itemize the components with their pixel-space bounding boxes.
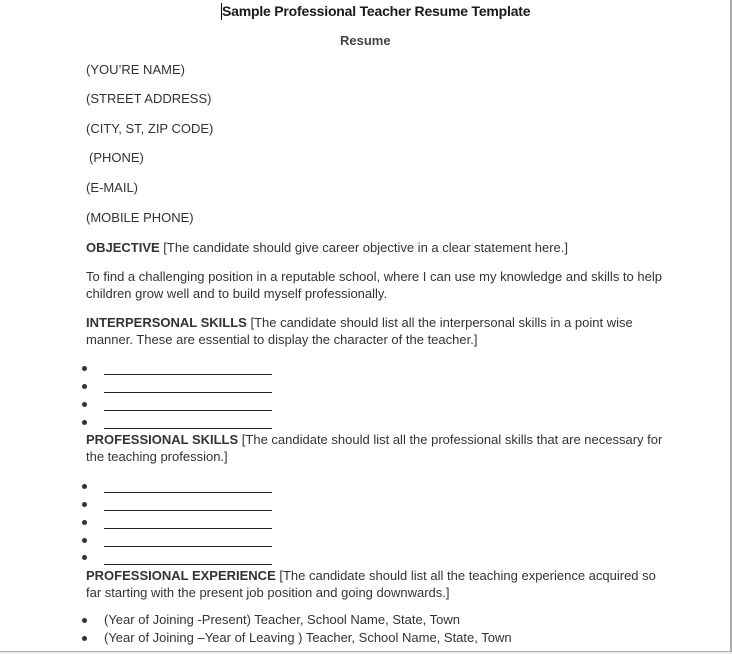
blank-line-field[interactable] (104, 392, 272, 393)
blank-line-field[interactable] (104, 546, 272, 547)
experience-item[interactable]: (Year of Joining –Year of Leaving ) Teacher, School Name, State, Town (104, 630, 512, 645)
document-subtitle[interactable]: Resume (340, 33, 391, 48)
objective-instruction: [The candidate should give career objective in a clear statement here.] (159, 240, 568, 255)
bullet-icon (82, 502, 87, 507)
bullet-icon (82, 384, 87, 389)
objective-heading: OBJECTIVE (86, 240, 160, 255)
professional-experience-heading: PROFESSIONAL EXPERIENCE (86, 568, 276, 583)
objective-body[interactable]: To find a challenging position in a reputable school, where I can use my knowledge and skills to help children grow well and to build myself professionally. (86, 269, 662, 301)
contact-mobile-phone[interactable]: (MOBILE PHONE) (86, 210, 194, 225)
blank-line-field[interactable] (104, 492, 272, 493)
blank-line-field[interactable] (104, 410, 272, 411)
bullet-icon (82, 402, 87, 407)
bullet-icon (82, 618, 87, 623)
professional-experience-instruction: [The candidate should list all the teaching experience acquired so far starting with the present job position and going downwards.] (86, 568, 656, 600)
document-title[interactable]: Sample Professional Teacher Resume Template (222, 3, 531, 19)
contact-phone[interactable]: (PHONE) (89, 150, 144, 165)
bullet-icon (82, 484, 87, 489)
professional-experience-section[interactable] (86, 567, 666, 601)
blank-line-field[interactable] (104, 374, 272, 375)
interpersonal-skills-section[interactable] (86, 314, 666, 348)
professional-skills-section[interactable] (86, 431, 666, 465)
bullet-icon (82, 636, 87, 641)
blank-line-field[interactable] (104, 528, 272, 529)
contact-email[interactable]: (E-MAIL) (86, 180, 138, 195)
contact-city-state-zip[interactable]: (CITY, ST, ZIP CODE) (86, 121, 214, 136)
bullet-icon (82, 366, 87, 371)
contact-name[interactable]: (YOU’RE NAME) (86, 62, 185, 77)
professional-skills-heading: PROFESSIONAL SKILLS (86, 432, 239, 447)
bullet-icon (82, 420, 87, 425)
bullet-icon (82, 520, 87, 525)
bullet-icon (82, 538, 87, 543)
interpersonal-skills-instruction: [The candidate should list all the interpersonal skills in a point wise manner. These are essential to display the character of the teacher.] (86, 315, 633, 347)
bullet-icon (82, 555, 87, 560)
experience-item[interactable]: (Year of Joining -Present) Teacher, School Name, State, Town (104, 612, 461, 627)
contact-street-address[interactable]: (STREET ADDRESS) (86, 91, 212, 106)
blank-line-field[interactable] (104, 564, 272, 565)
blank-line-field[interactable] (104, 510, 272, 511)
professional-skills-instruction: [The candidate should list all the professional skills that are necessary for the teaching profession.] (86, 432, 663, 464)
interpersonal-skills-heading: INTERPERSONAL SKILLS (86, 315, 247, 330)
blank-line-field[interactable] (104, 428, 272, 429)
objective-section[interactable] (86, 239, 666, 256)
